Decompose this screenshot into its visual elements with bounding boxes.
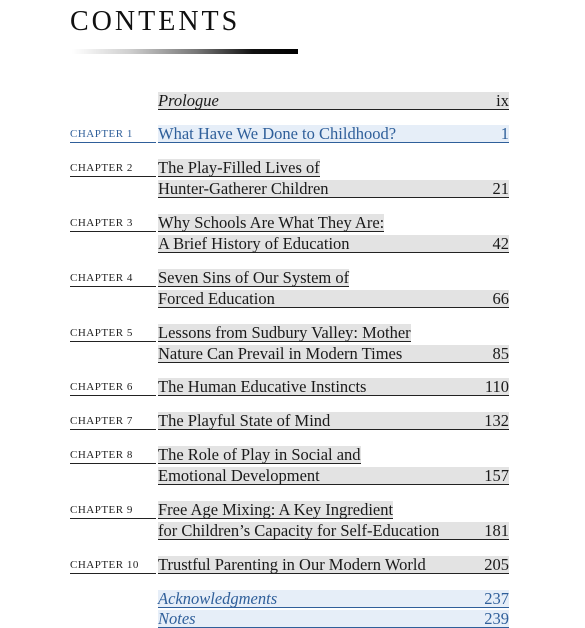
chapter-label: CHAPTER 9 <box>70 503 156 519</box>
toc-entry-title[interactable]: Free Age Mixing: A Key Ingredient <box>158 500 394 519</box>
heading-rule <box>72 49 298 54</box>
toc-entry-title[interactable]: Why Schools Are What They Are: <box>158 213 385 232</box>
page-number: 157 <box>484 466 509 485</box>
toc-entry-title[interactable]: Trustful Parenting in Our Modern World <box>158 556 509 574</box>
toc-entry-title[interactable]: The Playful State of Mind <box>158 412 509 430</box>
page-number: 239 <box>484 609 509 628</box>
toc-entry-title[interactable]: Acknowledgments <box>158 590 509 608</box>
chapter-label: CHAPTER 3 <box>70 216 156 232</box>
toc-entry-title[interactable]: Nature Can Prevail in Modern Times <box>158 345 509 363</box>
toc-entry-title[interactable]: Emotional Development <box>158 467 509 485</box>
chapter-label: CHAPTER 6 <box>70 380 156 396</box>
toc-entry-title[interactable]: for Children’s Capacity for Self-Education <box>158 522 509 540</box>
page-number: 66 <box>492 289 509 308</box>
contents-heading: CONTENTS <box>70 6 241 37</box>
toc-entry-title[interactable]: Prologue <box>158 92 509 110</box>
toc-entry-title[interactable]: The Play-Filled Lives of <box>158 158 320 177</box>
chapter-label: CHAPTER 7 <box>70 414 156 430</box>
toc-entry-title[interactable]: A Brief History of Education <box>158 235 509 253</box>
page-number: 132 <box>484 411 509 430</box>
page-number: 181 <box>484 521 509 540</box>
toc-entry-title[interactable]: What Have We Done to Childhood? <box>158 125 509 143</box>
toc-entry-title[interactable]: Lessons from Sudbury Valley: Mother <box>158 323 411 342</box>
page-number: 110 <box>484 377 509 396</box>
chapter-label: CHAPTER 5 <box>70 326 156 342</box>
chapter-label: CHAPTER 8 <box>70 448 156 464</box>
page-number: 237 <box>484 589 509 608</box>
page-number: 205 <box>484 555 509 574</box>
page-number: 1 <box>500 124 509 143</box>
toc-entry-title[interactable]: The Human Educative Instincts <box>158 378 509 396</box>
toc-entry-title[interactable]: Forced Education <box>158 290 509 308</box>
page-number: 85 <box>492 344 509 363</box>
chapter-label: CHAPTER 10 <box>70 558 156 574</box>
chapter-label: CHAPTER 2 <box>70 161 156 177</box>
toc-entry-title[interactable]: The Role of Play in Social and <box>158 445 361 464</box>
page-number: 42 <box>492 234 509 253</box>
toc-entry-title[interactable]: Hunter-Gatherer Children <box>158 180 509 198</box>
chapter-label: CHAPTER 4 <box>70 271 156 287</box>
page-number: ix <box>496 91 509 110</box>
chapter-label: CHAPTER 1 <box>70 127 156 143</box>
page-number: 21 <box>492 179 509 198</box>
toc-entry-title[interactable]: Seven Sins of Our System of <box>158 268 350 287</box>
toc-entry-title[interactable]: Notes <box>158 610 509 628</box>
